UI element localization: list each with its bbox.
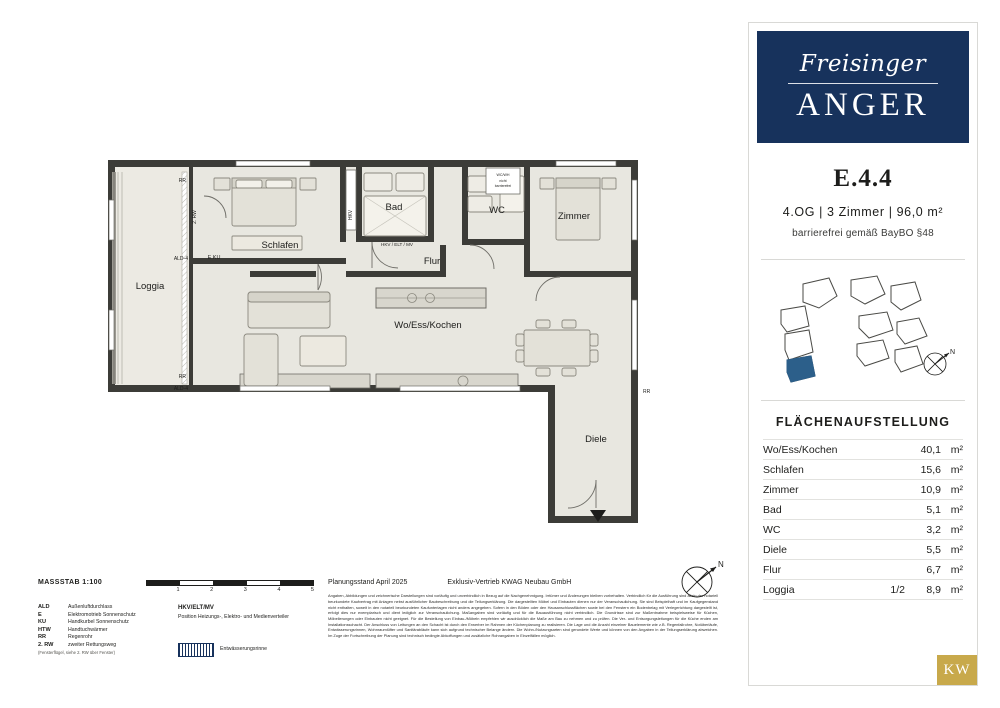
legend-row — [38, 612, 178, 620]
legend-row — [38, 627, 178, 635]
svg-text:N: N — [718, 560, 724, 569]
scale-tick: 5 — [310, 587, 314, 593]
drain-legend — [178, 643, 328, 657]
legend-key: RR — [38, 634, 47, 641]
area-name: Bad — [763, 504, 782, 516]
table-row — [763, 539, 963, 559]
area-unit: m² — [950, 544, 963, 556]
area-value: 10,9 — [920, 484, 941, 496]
area-unit: m² — [950, 484, 963, 496]
area-name: Wo/Ess/Kochen — [763, 444, 838, 456]
north-arrow-icon — [924, 349, 955, 375]
area-unit: m² — [950, 464, 963, 476]
area-unit: m² — [950, 584, 963, 596]
area-value: 5,1 — [926, 504, 941, 516]
legend-row — [38, 619, 178, 627]
brand-main: ANGER — [796, 86, 930, 123]
table-row — [763, 459, 963, 479]
label-ald-top: ALD-4 — [173, 256, 188, 262]
room-label-loggia: Loggia — [135, 281, 165, 292]
area-value: 3,2 — [926, 524, 941, 536]
area-value: 40,1 — [920, 444, 941, 456]
drain-swatch-icon — [178, 643, 214, 657]
table-row — [763, 439, 963, 459]
area-value: 6,7 — [926, 564, 941, 576]
info-sidebar — [748, 22, 978, 686]
area-name: Loggia — [763, 584, 795, 596]
label-rr-top: RR — [178, 178, 186, 184]
label-2rw: 2. RW — [192, 210, 198, 224]
area-unit: m² — [950, 564, 963, 576]
footer — [38, 578, 718, 656]
room-label-wohnen: Wo/Ess/Kochen — [394, 320, 462, 331]
drain-legend-text: Entwässerungsrinne — [220, 646, 268, 653]
legend-value: Außenluftdurchlass — [68, 604, 113, 610]
scale-tick: 3 — [243, 587, 247, 593]
areas-title: FLÄCHENAUFSTELLUNG — [775, 415, 951, 429]
legend-value: zweiter Rettungsweg — [68, 641, 117, 648]
legend-key: KU — [38, 619, 47, 626]
sales-partner: Exklusiv-Vertrieb KWAG Neubau GmbH — [447, 579, 572, 586]
room-label-diele: Diele — [585, 434, 607, 445]
divider — [761, 400, 965, 401]
area-name: Diele — [763, 544, 787, 556]
abbreviation-legend — [38, 604, 178, 656]
scale-bar — [146, 580, 316, 594]
table-row — [763, 579, 963, 600]
hkv-legend-title: HKV/ELT/MV — [178, 605, 214, 611]
brand-rule — [788, 83, 938, 84]
scale-tick: 1 — [176, 587, 180, 593]
legend-value: Regenrohr — [68, 634, 93, 641]
table-row — [763, 519, 963, 539]
table-row — [763, 479, 963, 499]
unit-accessibility: barrierefrei gemäß BayBO §48 — [792, 228, 934, 239]
legend-row — [38, 634, 178, 642]
brand-script: Freisinger — [799, 50, 927, 77]
site-plan-key — [759, 270, 967, 390]
room-label-flur: Flur — [423, 256, 441, 267]
area-unit: m² — [950, 444, 963, 456]
label-nicht-barrierefrei: nicht — [499, 179, 507, 183]
room-label-bad: Bad — [385, 202, 403, 213]
legend-key: ALD — [38, 604, 50, 610]
scale-title: MASSSTAB 1:100 — [38, 579, 103, 586]
legend-value: Handkurbel Sonnenschutz — [68, 619, 129, 626]
unit-id: E.4.4 — [833, 165, 893, 192]
label-hkv-elt-mv: HKV / ELT / MV — [381, 242, 413, 247]
label-e-ku: E KU — [207, 255, 221, 261]
label-nicht-barrierefrei-2: barrierefrei — [494, 184, 512, 188]
divider — [761, 259, 965, 260]
room-label-schlafen: Schlafen — [261, 240, 299, 251]
table-row — [763, 559, 963, 579]
legend-key: E — [38, 611, 42, 618]
area-fraction: 1/2 — [890, 584, 905, 596]
area-name: Zimmer — [763, 484, 799, 496]
area-value: 15,6 — [920, 464, 941, 476]
brand-logo — [757, 31, 969, 143]
meta-block — [328, 578, 718, 639]
area-unit: m² — [950, 524, 963, 536]
hkv-legend — [178, 604, 328, 657]
kw-logo: KW — [937, 655, 977, 685]
scale-tick: 4 — [277, 587, 281, 593]
legend-key: HTW — [38, 626, 51, 633]
label-wc-wh: WC/WH — [496, 173, 510, 177]
label-rr-bottom: RR — [178, 374, 186, 380]
label-hkv: HKV — [348, 209, 354, 221]
room-label-zimmer: Zimmer — [557, 211, 591, 222]
unit-block — [749, 151, 977, 249]
legend-note: (Fensterflügel, siehe 2. RW über Fenster) — [38, 650, 115, 656]
area-value: 5,5 — [926, 544, 941, 556]
area-name: WC — [763, 524, 781, 536]
scale-tick: 2 — [210, 587, 214, 593]
label-ald-bottom: ALD-4 — [173, 386, 188, 392]
legend-row — [38, 604, 178, 612]
table-row — [763, 499, 963, 519]
room-label-wc: WC — [489, 205, 505, 216]
svg-text:N: N — [950, 349, 956, 356]
area-value: 8,9 — [926, 584, 941, 596]
legend-row — [38, 642, 178, 650]
legend-value: Elektromotrieb Sonnenschutz — [68, 611, 136, 618]
area-name: Schlafen — [763, 464, 804, 476]
legend-value: Handtuchwärmer — [68, 626, 108, 633]
hkv-legend-text: Position Heizungs-, Elektro- und Medienverteiler — [178, 614, 290, 621]
legend-key: 2. RW — [38, 641, 54, 648]
area-unit: m² — [950, 504, 963, 516]
unit-summary: 4.OG | 3 Zimmer | 96,0 m² — [782, 205, 944, 219]
planning-status: Planungsstand April 2025 — [328, 579, 408, 586]
legal-text: Angaben, Abbildungen und zeichnerische Darstellungen sind vorläufig und unverbindlich in Bezug auf die Nachgenehmigung. Irrtümer und Änderungen bleiben vorbehalten. Verbindlich für die Ausführung sind allein der notariell beurkundete Kaufvertrag mit Anlagen nebst ausführlicher Baubeschreibung und die Teilungserklärung. Die dargestellten Möbel und Einbauten dienen nur der Veranschaulichung. Sie sind Beispielhaft und im Kaufgegenstand nicht enthalten, soweit in den notariell beurkundeten Kaufunterlagen nicht anders angegeben. Sofern in den Böden oder den Hausanschlussflächen sowie bei den Fenstern ein Bodenbelag mit Verlegerichtung dargestellt ist, erfolgt dies nur exemplarisch und dient lediglich zur Veranschaulichung. Maßangaben sind vorläufig und für die Bauausführung nicht verbindlich. Die Grundrisse sind zur Maßentnahme beispielsweise für Küchen, Möbelierungen oder Einbauten nicht geeignet. Für die Bestellung von Einbau-/Möbeln empfehlen wir ausdrücklich die Maße am Bau zu nehmen und zu prüfen. Die Ver- und Entsorgungsleitungen für die Küche enden am Installationsschacht. Der Anschluss von Leitungen an den Schacht ist durch den Erwerber im Rahmen der Küchenplanung zu realisieren. Die Lage und die Anzahl einzelner Bauelemente wie z.B. Regenfallrohre, Notüberläufe, Entwässerungsrinnen, Wohnraumlüfter und Sanitärabläufe kann sich aufgrund technischer Belange ändern. Die Wohn-/Nutzungsarten sind gerundete Werte und können von den Angaben in der Teilungserklärung abweichen. Im Zuge der Fortschreibung der Planung sind technisch bedingte Abkoffungen und zusätzliche Rohrangaben in Einzelfällen möglich. — [328, 593, 718, 639]
areas-table — [763, 439, 963, 600]
label-rr-right: RR — [643, 389, 651, 395]
area-name: Flur — [763, 564, 782, 576]
